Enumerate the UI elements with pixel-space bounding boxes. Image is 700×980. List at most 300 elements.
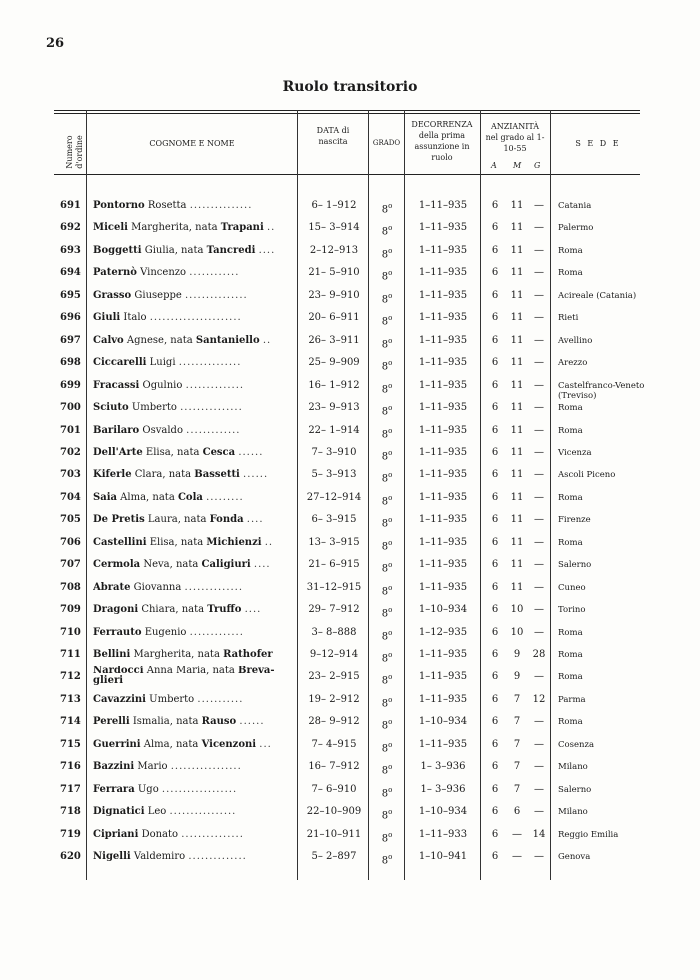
married-surname: Caligiuri: [201, 559, 251, 571]
anzianita-mesi: 7: [513, 783, 521, 795]
anzianita-mesi: 11: [510, 446, 524, 458]
anzianita-anni: 6: [491, 469, 499, 481]
anzianita-giorni: —: [534, 536, 544, 548]
decorrenza: 1–11–935: [418, 693, 468, 705]
leader-dots: ......................: [149, 312, 242, 324]
surname: Miceli: [93, 222, 128, 234]
page-number: 26: [46, 36, 65, 51]
table-row: [0, 287, 700, 305]
grade-value: 8: [381, 204, 389, 216]
anzianita-giorni: —: [534, 379, 544, 391]
given-name: Laura, nata: [147, 514, 207, 526]
surname: Cavazzini: [93, 693, 146, 705]
table-row: [0, 264, 700, 282]
birth-date: 21–10–911: [306, 828, 362, 840]
given-name: Valdemiro: [133, 851, 186, 863]
anzianita-anni: 6: [491, 424, 499, 436]
grade-value: 8: [381, 653, 389, 665]
row-number: 715: [60, 738, 81, 750]
row-number: 700: [60, 402, 81, 414]
table-row: [0, 758, 700, 776]
leader-dots: .............: [189, 626, 244, 638]
table-row: [0, 556, 700, 574]
surname: Bellini: [93, 649, 131, 660]
married-surname: Bassetti: [194, 469, 240, 481]
header-numero-ordine: Numero d'ordine: [65, 135, 84, 169]
decorrenza: 1–10–934: [418, 806, 468, 818]
anzianita-mesi: 11: [510, 222, 524, 234]
row-name: [93, 781, 298, 799]
given-name: Chiara, nata: [141, 604, 205, 616]
surname: Dragoni: [93, 604, 139, 616]
row-name: [93, 803, 298, 821]
anzianita-mesi: 11: [510, 469, 524, 481]
sede: Roma: [558, 537, 583, 548]
grade-value: 8: [381, 585, 389, 597]
anzianita-anni: 6: [491, 536, 499, 548]
surname: Nardocci: [93, 666, 144, 677]
header-anni: A: [491, 161, 497, 170]
anzianita-giorni: —: [534, 289, 544, 301]
anzianita-mesi: 11: [510, 581, 524, 593]
given-name: Alma, nata: [143, 738, 199, 750]
birth-date: 5– 2–897: [311, 851, 357, 863]
given-name: Eugenio: [144, 626, 187, 638]
anzianita-anni: 6: [491, 312, 499, 324]
surname: Barilaro: [93, 424, 140, 436]
leader-dots: ...............: [181, 828, 244, 840]
surname: Kiferle: [93, 469, 132, 481]
table-row: [0, 511, 700, 529]
decorrenza: 1–11–935: [418, 514, 468, 526]
surname: Abrate: [93, 581, 131, 593]
row-number: 704: [60, 491, 81, 503]
anzianita-anni: 6: [491, 806, 499, 818]
grade: 8$^o$: [381, 561, 393, 575]
page-title: Ruolo transitorio: [282, 79, 418, 95]
row-name: [93, 646, 298, 664]
given-name: Giuseppe: [134, 289, 182, 301]
decorrenza: 1–11–935: [418, 581, 468, 593]
leader-dots: ..............: [188, 851, 247, 863]
anzianita-giorni: —: [534, 357, 544, 369]
birth-date: 23– 9–913: [308, 402, 360, 414]
row-number: 706: [60, 536, 81, 548]
married-surname: Fonda: [209, 514, 244, 526]
anzianita-giorni: —: [534, 312, 544, 324]
married-surname: Trapani: [220, 222, 264, 234]
row-number: 713: [60, 693, 81, 705]
married-surname: Truffo: [207, 604, 242, 616]
leader-dots: ..............: [184, 581, 244, 593]
birth-date: 22– 1–914: [308, 424, 360, 436]
decorrenza: 1–11–935: [418, 424, 468, 436]
married-surname: Cesca: [202, 446, 236, 458]
grade: 8$^o$: [381, 538, 393, 553]
anzianita-mesi: 10: [510, 626, 524, 638]
anzianita-giorni: —: [534, 402, 544, 414]
grade: 8$^o$: [381, 628, 393, 642]
row-number: 705: [60, 514, 81, 526]
anzianita-mesi: 11: [510, 200, 524, 211]
leader-dots: ................: [169, 806, 237, 818]
row-number: 695: [60, 289, 81, 301]
grade: 8$^o$: [381, 404, 393, 418]
grade: 8$^o$: [381, 785, 393, 800]
birth-date: 28– 9–912: [308, 716, 360, 728]
surname: Paternò: [93, 267, 137, 279]
given-name: Elisa, nata: [149, 536, 204, 548]
birth-date: 5– 3–913: [311, 469, 357, 481]
leader-dots: ...............: [185, 289, 248, 301]
given-name: Vincenzo: [140, 267, 187, 279]
anzianita-giorni: —: [534, 222, 544, 234]
anzianita-giorni: —: [534, 581, 544, 593]
sede: Avellino: [558, 335, 593, 346]
anzianita-anni: 6: [491, 604, 499, 616]
anzianita-anni: 6: [491, 200, 499, 211]
anzianita-mesi: 7: [513, 761, 521, 773]
birth-date: 6– 3–915: [311, 514, 357, 526]
birth-date: 7– 6–910: [311, 783, 357, 795]
given-name: Donato: [141, 828, 179, 840]
grade: 8$^o$: [381, 853, 393, 867]
anzianita-giorni: —: [534, 604, 544, 616]
sede: Ascoli Piceno: [558, 470, 616, 481]
birth-date: 16– 7–912: [308, 761, 360, 773]
row-number: 714: [60, 716, 81, 728]
row-number: 707: [60, 559, 81, 571]
given-name: Clara, nata: [134, 469, 192, 481]
row-number: 693: [60, 244, 81, 256]
birth-date: 3– 8–888: [311, 626, 357, 638]
anzianita-anni: 6: [491, 222, 499, 234]
given-name: Italo: [123, 312, 147, 324]
surname: Ciccarelli: [93, 357, 147, 369]
sede: Roma: [558, 627, 583, 638]
given-name: Agnese, nata: [126, 334, 193, 346]
grade-value: 8: [381, 339, 389, 351]
decorrenza: 1–10–941: [418, 851, 468, 863]
leader-dots: .............: [186, 424, 241, 436]
anzianita-mesi: 11: [510, 402, 524, 414]
married-surname: Breva-glieri: [93, 666, 275, 687]
anzianita-giorni: —: [534, 424, 544, 436]
anzianita-mesi: 11: [510, 289, 524, 301]
anzianita-giorni: —: [534, 738, 544, 750]
sede: Milano: [558, 807, 588, 818]
sede: Salerno: [558, 784, 592, 795]
birth-date: 7– 4–915: [311, 738, 357, 750]
grade-value: 8: [381, 810, 389, 822]
table-row: [0, 736, 700, 754]
decorrenza: 1–12–935: [418, 626, 468, 638]
sede: Acireale (Catania): [558, 290, 637, 301]
row-name: [93, 287, 298, 305]
row-name: [93, 736, 298, 754]
grade-value: 8: [381, 563, 389, 575]
birth-date: 20– 6–911: [308, 312, 360, 324]
surname: Castellini: [93, 536, 147, 548]
leader-dots: ..............: [185, 379, 245, 391]
anzianita-giorni: —: [534, 200, 544, 211]
grade-value: 8: [381, 428, 389, 440]
row-name: [93, 242, 298, 260]
grade-value: 8: [381, 271, 389, 283]
anzianita-mesi: 7: [513, 693, 521, 705]
anzianita-mesi: 11: [510, 334, 524, 346]
given-name: Giulia, nata: [144, 244, 204, 256]
row-number: 696: [60, 312, 81, 324]
given-name: Umberto: [149, 693, 195, 705]
grade-value: 8: [381, 316, 389, 328]
table-row: [0, 354, 700, 372]
married-surname: Rauso: [201, 716, 237, 728]
row-number: 701: [60, 424, 81, 436]
anzianita-giorni: —: [534, 851, 544, 863]
anzianita-giorni: —: [534, 491, 544, 503]
birth-date: 9–12–914: [309, 649, 359, 660]
given-name: Ismalia, nata: [132, 716, 199, 728]
row-name: [93, 219, 298, 237]
row-number: 691: [60, 200, 81, 211]
anzianita-giorni: —: [534, 716, 544, 728]
grade: 8$^o$: [381, 246, 393, 261]
given-name: Margherita, nata: [131, 222, 218, 234]
grade: 8$^o$: [381, 336, 393, 351]
row-name: [93, 556, 298, 574]
anzianita-giorni: —: [534, 559, 544, 571]
table-row: [0, 624, 700, 642]
row-name: [93, 377, 298, 395]
anzianita-mesi: 9: [513, 649, 521, 660]
birth-date: 6– 1–912: [311, 200, 357, 211]
anzianita-mesi: 11: [510, 424, 524, 436]
surname: Fracassi: [93, 379, 140, 391]
grade: 8$^o$: [381, 426, 393, 440]
grade-value: 8: [381, 294, 389, 306]
anzianita-mesi: 11: [510, 536, 524, 548]
decorrenza: 1–11–935: [418, 222, 468, 234]
grade-value: 8: [381, 743, 389, 755]
table-row: [0, 691, 700, 709]
leader-dots: ....: [246, 514, 264, 526]
married-surname: Vicenzoni: [201, 738, 257, 750]
grade-value: 8: [381, 451, 389, 463]
row-number: 711: [60, 649, 81, 660]
leader-dots: ....: [253, 559, 271, 571]
grade-value: 8: [381, 855, 389, 867]
grade-value: 8: [381, 496, 389, 508]
row-name: [93, 354, 298, 372]
grade-value: 8: [381, 608, 389, 620]
birth-date: 21– 6–915: [308, 559, 360, 571]
grade: 8$^o$: [381, 718, 393, 732]
sede: Palermo: [558, 223, 594, 234]
decorrenza: 1–11–933: [418, 828, 468, 840]
row-name: [93, 624, 298, 642]
birth-date: 23– 9–910: [308, 289, 360, 301]
surname: Dignatici: [93, 806, 145, 818]
grade-value: 8: [381, 473, 389, 485]
row-number: 709: [60, 604, 81, 616]
anzianita-anni: 6: [491, 357, 499, 369]
row-number: 718: [60, 806, 81, 818]
row-number: 717: [60, 783, 81, 795]
given-name: Luigi: [149, 357, 176, 369]
sede: Roma: [558, 650, 583, 660]
decorrenza: 1–11–935: [418, 671, 468, 683]
sede: Roma: [558, 672, 583, 683]
header-mesi: M: [513, 161, 522, 170]
anzianita-anni: 6: [491, 581, 499, 593]
anzianita-mesi: —: [512, 851, 522, 863]
row-number: 698: [60, 357, 81, 369]
birth-date: 13– 3–915: [308, 536, 360, 548]
surname: Pontorno: [93, 200, 145, 211]
surname: Dell'Arte: [93, 446, 143, 458]
anzianita-mesi: 11: [510, 559, 524, 571]
surname: Bazzini: [93, 761, 135, 773]
birth-date: 29– 7–912: [308, 604, 360, 616]
surname: Nigelli: [93, 851, 131, 863]
row-number: 703: [60, 469, 81, 481]
grade: 8$^o$: [381, 269, 393, 283]
surname: Saia: [93, 491, 117, 503]
birth-date: 21– 5–910: [308, 267, 360, 279]
given-name: Osvaldo: [142, 424, 183, 436]
row-name: [93, 264, 298, 282]
decorrenza: 1– 3–936: [420, 761, 466, 773]
decorrenza: 1–11–935: [418, 738, 468, 750]
decorrenza: 1–11–935: [418, 402, 468, 414]
grade: 8$^o$: [381, 830, 393, 844]
anzianita-anni: 6: [491, 514, 499, 526]
leader-dots: ...............: [180, 402, 243, 414]
given-name: Alma, nata: [120, 491, 175, 503]
header-anzianita: ANZIANITÀ nel grado al 1-10-55: [485, 122, 545, 153]
leader-dots: .........: [206, 491, 244, 503]
birth-date: 19– 2–912: [308, 693, 360, 705]
grade-value: 8: [381, 630, 389, 642]
leader-dots: ............: [189, 267, 240, 279]
row-name: [93, 666, 298, 686]
anzianita-giorni: —: [534, 267, 544, 279]
sede: Rieti: [558, 313, 579, 324]
table-row: [0, 601, 700, 619]
grade-value: 8: [381, 383, 389, 395]
grade-value: 8: [381, 720, 389, 732]
grade-value: 8: [381, 765, 389, 777]
sede: Roma: [558, 403, 583, 414]
decorrenza: 1–10–934: [418, 716, 468, 728]
table-top-rule: [54, 110, 640, 111]
table-row: [0, 466, 700, 484]
sede: Cuneo: [558, 582, 586, 593]
grade: 8$^o$: [381, 448, 393, 463]
sede: Vicenza: [558, 447, 592, 458]
leader-dots: ...............: [178, 357, 242, 369]
surname: Calvo: [93, 334, 124, 346]
header-decorrenza: DECORRENZA della prima assunzione in ruolo: [411, 120, 473, 162]
grade: 8$^o$: [381, 493, 393, 508]
given-name: Umberto: [131, 402, 177, 414]
sede: Firenze: [558, 515, 591, 526]
married-surname: Tancredi: [206, 244, 256, 256]
decorrenza: 1–10–934: [418, 604, 468, 616]
anzianita-mesi: 6: [513, 806, 521, 818]
decorrenza: 1–11–935: [418, 649, 468, 660]
table-row: [0, 713, 700, 731]
anzianita-anni: 6: [491, 402, 499, 414]
anzianita-anni: 6: [491, 334, 499, 346]
decorrenza: 1–11–935: [418, 200, 468, 211]
header-giorni: G: [534, 161, 541, 170]
table-row: [0, 332, 700, 350]
given-name: Anna Maria, nata: [146, 666, 235, 677]
surname: Cipriani: [93, 828, 139, 840]
leader-dots: ......: [238, 446, 264, 458]
table-row: [0, 422, 700, 440]
grade-value: 8: [381, 406, 389, 418]
surname: Sciuto: [93, 402, 129, 414]
grade: 8$^o$: [381, 740, 393, 755]
row-number: 620: [60, 851, 81, 863]
married-surname: Santaniello: [195, 334, 260, 346]
row-name: [93, 332, 298, 350]
birth-date: 7– 3–910: [311, 446, 357, 458]
anzianita-mesi: 11: [510, 379, 524, 391]
leader-dots: ......: [239, 716, 265, 728]
given-name: Elisa, nata: [145, 446, 200, 458]
anzianita-anni: 6: [491, 716, 499, 728]
grade-value: 8: [381, 788, 389, 800]
row-number: 716: [60, 761, 81, 773]
birth-date: 31–12–915: [306, 581, 362, 593]
row-name: [93, 579, 298, 597]
decorrenza: 1–11–935: [418, 491, 468, 503]
anzianita-giorni: 14: [532, 828, 546, 840]
anzianita-giorni: —: [534, 469, 544, 481]
table-top-rule-2: [54, 113, 640, 114]
birth-date: 27–12–914: [306, 491, 362, 503]
grade-value: 8: [381, 675, 389, 687]
married-surname: Cola: [177, 491, 203, 503]
grade: 8$^o$: [381, 673, 393, 687]
anzianita-giorni: —: [534, 334, 544, 346]
sede: Roma: [558, 492, 583, 503]
grade: 8$^o$: [381, 471, 393, 485]
anzianita-giorni: —: [534, 446, 544, 458]
sede: Roma: [558, 717, 583, 728]
grade: 8$^o$: [381, 583, 393, 597]
row-name: [93, 197, 298, 215]
row-name: [93, 848, 298, 866]
leader-dots: ....: [258, 244, 276, 256]
leader-dots: ...........: [197, 693, 244, 705]
decorrenza: 1–11–935: [418, 446, 468, 458]
sede: Castelfranco-Veneto (Treviso): [558, 380, 645, 401]
birth-date: 16– 1–912: [308, 379, 360, 391]
birth-date: 22–10–909: [306, 806, 362, 818]
sede: Cosenza: [558, 739, 595, 750]
anzianita-anni: 6: [491, 626, 499, 638]
given-name: Ogulnio: [142, 379, 183, 391]
sede: Milano: [558, 762, 588, 773]
sede: Catania: [558, 201, 592, 211]
leader-dots: ..: [262, 334, 272, 346]
grade: 8$^o$: [381, 359, 393, 373]
